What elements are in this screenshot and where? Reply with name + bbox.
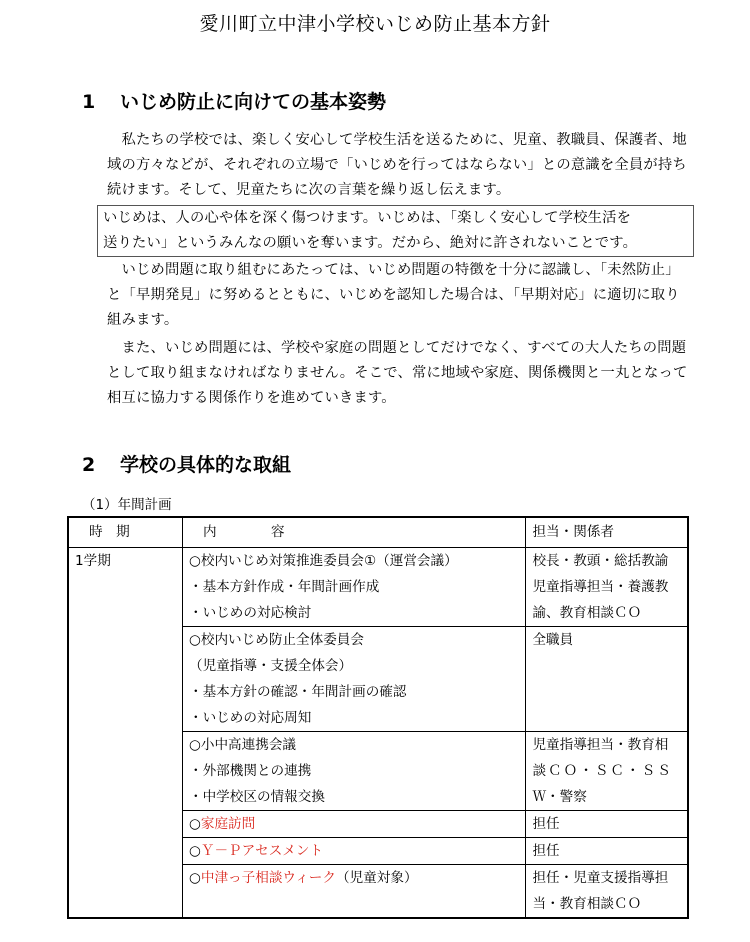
staff-cell — [526, 732, 688, 811]
staff-line: 全職員 — [532, 632, 574, 648]
staff-line: 担任 — [532, 843, 560, 859]
section-number: 1 — [82, 91, 96, 113]
content-cell — [182, 838, 525, 865]
boxed-message — [97, 205, 694, 257]
staff-line: 諭、教育相談ＣＯ — [532, 605, 642, 621]
period-cell: 1学期 — [68, 548, 182, 919]
content-main: ○小中高連携会議 — [188, 737, 297, 753]
subheading-annual-plan: （1）年間計画 — [82, 497, 172, 513]
staff-line: 談ＣＯ・ＳＣ・ＳＳ — [532, 763, 673, 779]
header-staff: 担当・関係者 — [526, 517, 688, 548]
content-cell — [182, 627, 525, 732]
staff-cell — [526, 627, 688, 732]
table-header-row — [68, 517, 688, 548]
staff-line: 担任・児童支援指導担 — [532, 870, 669, 886]
staff-line: Ｗ・警察 — [532, 789, 587, 805]
paragraph-community: また、いじめ問題には、学校や家庭の問題としてだけでなく、すべての大人たちの問題として取り組まなければなりません。そこで、常に地域や家庭、関係機関と一丸となって相互に協力する関係作りを進めていきます。 — [107, 340, 688, 406]
circle-mark: ○ — [188, 870, 201, 886]
staff-line: 児童指導担当・教育相 — [532, 737, 669, 753]
content-sub: ・外部機関との連携 — [188, 763, 312, 779]
content-sub: ・中学校区の情報交換 — [188, 789, 325, 805]
boxed-line: 送りたい」というみんなの願いを奪います。だから、絶対に許されないことです。 — [103, 235, 638, 251]
content-cell — [182, 811, 525, 838]
section-title: 学校の具体的な取組 — [120, 454, 292, 476]
content-sub: ・いじめの対応周知 — [188, 710, 312, 726]
content-red: 家庭訪問 — [200, 816, 256, 832]
content-sub: ・基本方針作成・年間計画作成 — [188, 579, 380, 595]
circle-mark: ○ — [188, 843, 201, 859]
section-title: いじめ防止に向けての基本姿勢 — [120, 91, 387, 113]
document-title: 愛川町立中津小学校いじめ防止基本方針 — [199, 13, 551, 35]
table-row — [68, 548, 688, 627]
header-period: 時 期 — [68, 517, 182, 548]
content-red: 中津っ子相談ウィーク — [200, 870, 336, 886]
annual-plan-table — [67, 516, 689, 919]
staff-cell — [526, 838, 688, 865]
content-cell — [182, 865, 525, 919]
staff-line: 当・教育相談ＣＯ — [532, 896, 642, 912]
staff-line: 校長・教頭・総括教諭 — [532, 553, 669, 569]
staff-cell — [526, 811, 688, 838]
section-number: 2 — [82, 454, 96, 476]
content-main: ○校内いじめ対策推進委員会①（運営会議） — [188, 553, 458, 569]
staff-line: 児童指導担当・養護教 — [532, 579, 669, 595]
staff-cell — [526, 548, 688, 627]
staff-cell — [526, 865, 688, 919]
section-1-heading — [82, 88, 386, 116]
content-main: ○校内いじめ防止全体委員会 — [188, 632, 364, 648]
content-red: Ｙ－Ｐアセスメント — [200, 843, 324, 859]
content-sub: ・いじめの対応検討 — [188, 605, 312, 621]
content-sub: （児童指導・支援全体会） — [188, 658, 353, 674]
header-content: 内 容 — [182, 517, 525, 548]
section-2-heading — [82, 451, 291, 479]
content-cell — [182, 548, 525, 627]
content-tail: （児童対象） — [335, 870, 418, 886]
boxed-line: いじめは、人の心や体を深く傷つけます。いじめは、「楽しく安心して学校生活を — [103, 210, 632, 226]
circle-mark: ○ — [188, 816, 201, 832]
staff-line: 担任 — [532, 816, 560, 832]
paragraph-approach: いじめ問題に取り組むにあたっては、いじめ問題の特徴を十分に認識し、「未然防止」と「早期発見」に努めるとともに、いじめを認知した場合は、「早期対応」に適切に取り組みます。 — [107, 262, 680, 328]
content-cell — [182, 732, 525, 811]
content-sub: ・基本方針の確認・年間計画の確認 — [188, 684, 407, 700]
paragraph-intro: 私たちの学校では、楽しく安心して学校生活を送るために、児童、教職員、保護者、地域の方々などが、それぞれの立場で「いじめを行ってはならない」との意識を全員が持ち続けます。そして、児童たちに次の言葉を繰り返し伝えます。 — [107, 132, 687, 198]
